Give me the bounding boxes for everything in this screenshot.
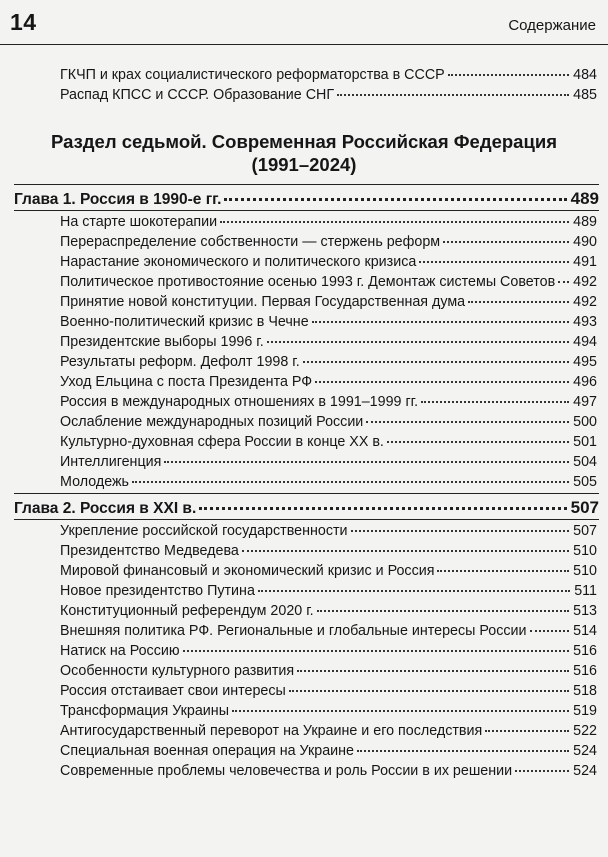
- leader-dots: [357, 750, 569, 752]
- toc-entry-title: Укрепление российской государственности: [60, 523, 348, 539]
- toc-entry-title: Ослабление международных позиций России: [60, 414, 364, 430]
- toc-entry-page: 510: [573, 563, 597, 579]
- toc-entry[interactable]: [60, 702, 597, 720]
- leader-dots: [297, 670, 569, 672]
- chapter-title: Глава 1. Россия в 1990-е гг.: [14, 191, 222, 208]
- toc-entry-page: 501: [573, 434, 597, 450]
- toc-entry[interactable]: [60, 293, 597, 311]
- toc-entry-title: Принятие новой конституции. Первая Государственная дума: [60, 294, 466, 310]
- toc-entry[interactable]: [60, 353, 597, 371]
- toc-entry[interactable]: [60, 66, 597, 84]
- toc-entry[interactable]: [60, 722, 597, 740]
- toc-entry-title: Антигосударственный переворот на Украине и его последствия: [60, 723, 483, 739]
- leader-dots: [351, 530, 570, 532]
- divider: [14, 184, 599, 185]
- toc-entry-page: 519: [573, 703, 597, 719]
- leader-dots: [530, 630, 570, 632]
- toc-entry-page: 493: [573, 314, 597, 330]
- leader-dots: [448, 74, 569, 76]
- toc-entry-page: 495: [573, 354, 597, 370]
- toc-entry-title: Россия в международных отношениях в 1991–1999 гг.: [60, 394, 419, 410]
- toc-entry-title: Мировой финансовый и экономический кризис и Россия: [60, 563, 435, 579]
- divider: [14, 210, 599, 211]
- toc-entry[interactable]: [60, 662, 597, 680]
- leader-dots: [258, 590, 570, 592]
- toc-entry-page: 492: [573, 274, 597, 290]
- chapter-heading[interactable]: [14, 499, 599, 518]
- divider: [14, 493, 599, 494]
- toc-entry-page: 496: [573, 374, 597, 390]
- toc-entry-page: 510: [573, 543, 597, 559]
- toc-entry-title: Перераспределение собственности — стержень реформ: [60, 234, 441, 250]
- toc-entry-page: 516: [573, 663, 597, 679]
- toc-entry-title: Внешняя политика РФ. Региональные и глобальные интересы России: [60, 623, 527, 639]
- toc-entry-page: 511: [574, 583, 597, 599]
- leader-dots: [515, 770, 569, 772]
- leader-dots: [183, 650, 570, 652]
- toc-entry[interactable]: [60, 433, 597, 451]
- toc-entry-title: Конституционный референдум 2020 г.: [60, 603, 314, 619]
- leader-dots: [419, 261, 569, 263]
- leader-dots: [337, 94, 569, 96]
- leader-dots: [224, 198, 566, 201]
- toc-entry-page: 484: [573, 67, 597, 83]
- toc-entry[interactable]: [60, 542, 597, 560]
- toc-entry[interactable]: [60, 522, 597, 540]
- toc-entry-page: 505: [573, 474, 597, 490]
- toc-entry[interactable]: [60, 393, 597, 411]
- leader-dots: [317, 610, 570, 612]
- toc-entry-page: 490: [573, 234, 597, 250]
- toc-entry[interactable]: [60, 762, 597, 780]
- toc-entry-title: Особенности культурного развития: [60, 663, 295, 679]
- toc-entry-title: Россия отстаивает свои интересы: [60, 683, 286, 699]
- toc-entry-page: 514: [573, 623, 597, 639]
- toc-entry-title: Нарастание экономического и политического кризиса: [60, 254, 417, 270]
- toc-entry-title: Президентские выборы 1996 г.: [60, 334, 264, 350]
- toc-entry-title: Военно-политический кризис в Чечне: [60, 314, 309, 330]
- leader-dots: [164, 461, 569, 463]
- leader-dots: [315, 381, 569, 383]
- leader-dots: [303, 361, 569, 363]
- toc-entry-page: 504: [573, 454, 597, 470]
- divider: [14, 519, 599, 520]
- toc-entry-page: 485: [573, 87, 597, 103]
- leader-dots: [468, 301, 569, 303]
- toc-entry[interactable]: [60, 373, 597, 391]
- toc-entry-title: Трансформация Украины: [60, 703, 229, 719]
- toc-entry[interactable]: [60, 473, 597, 491]
- leader-dots: [199, 507, 566, 510]
- toc-entry-title: Результаты реформ. Дефолт 1998 г.: [60, 354, 300, 370]
- leader-dots: [289, 690, 569, 692]
- leader-dots: [421, 401, 569, 403]
- leader-dots: [220, 221, 569, 223]
- toc-entry[interactable]: [60, 86, 597, 104]
- toc-entry-page: 497: [573, 394, 597, 410]
- leader-dots: [387, 441, 569, 443]
- toc-entry-title: Культурно-духовная сфера России в конце XX в.: [60, 434, 384, 450]
- toc-entry-page: 491: [573, 254, 597, 270]
- toc-entry[interactable]: [60, 642, 597, 660]
- page-number: 14: [10, 9, 37, 35]
- toc-entry-title: Президентство Медведева: [60, 543, 239, 559]
- toc-entry[interactable]: [60, 253, 597, 271]
- toc-entry-title: ГКЧП и крах социалистического реформаторства в СССР: [60, 67, 445, 83]
- toc-entry-title: Распад КПСС и СССР. Образование СНГ: [60, 87, 335, 103]
- toc-entry-title: Интеллигенция: [60, 454, 162, 470]
- toc-entry-page: 524: [573, 763, 597, 779]
- toc-entry[interactable]: [60, 453, 597, 471]
- chapter-title: Глава 2. Россия в XXI в.: [14, 500, 197, 517]
- toc-entry-title: Специальная военная операция на Украине: [60, 743, 354, 759]
- toc-entry[interactable]: [60, 213, 597, 231]
- toc-entry[interactable]: [60, 313, 597, 331]
- toc-entry-title: Уход Ельцина с поста Президента РФ: [60, 374, 313, 390]
- toc-entry-page: 513: [573, 603, 597, 619]
- leader-dots: [232, 710, 569, 712]
- toc-entry-page: 524: [573, 743, 597, 759]
- toc-entry-title: Натиск на Россию: [60, 643, 180, 659]
- running-title: Содержание: [508, 17, 596, 34]
- toc-entry[interactable]: [60, 333, 597, 351]
- chapter-heading[interactable]: [14, 190, 599, 209]
- toc-entry-page: 494: [573, 334, 597, 350]
- toc-entry-page: 489: [573, 214, 597, 230]
- toc-entry-title: Современные проблемы человечества и роль России в их решении: [60, 763, 513, 779]
- chapter-page: 489: [570, 189, 599, 208]
- leader-dots: [242, 550, 569, 552]
- toc-entry[interactable]: [60, 233, 597, 251]
- toc-entry-title: На старте шокотерапии: [60, 214, 218, 230]
- leader-dots: [485, 730, 569, 732]
- toc-entry[interactable]: [60, 562, 597, 580]
- toc-entry-page: 492: [573, 294, 597, 310]
- toc-entry-title: Молодежь: [60, 474, 129, 490]
- leader-dots: [312, 321, 569, 323]
- page-header: [0, 0, 608, 45]
- toc-entry[interactable]: [60, 413, 597, 431]
- leader-dots: [267, 341, 569, 343]
- toc-entry-title: Новое президентство Путина: [60, 583, 255, 599]
- toc-entry-title: Политическое противостояние осенью 1993 г. Демонтаж системы Советов: [60, 274, 556, 290]
- toc-entry[interactable]: [60, 602, 597, 620]
- leader-dots: [558, 281, 569, 283]
- toc-entry-page: 522: [573, 723, 597, 739]
- leader-dots: [437, 570, 569, 572]
- chapter-page: 507: [570, 498, 599, 517]
- toc-entry[interactable]: [60, 742, 597, 760]
- section-title-line1: Раздел седьмой. Современная Российская Федерация: [50, 131, 557, 152]
- leader-dots: [132, 481, 569, 483]
- leader-dots: [366, 421, 569, 423]
- toc-entry[interactable]: [60, 582, 597, 600]
- toc-entry[interactable]: [60, 622, 597, 640]
- toc-entry[interactable]: [60, 273, 597, 291]
- section-title-line2: (1991–2024): [251, 154, 357, 175]
- toc-entry-page: 516: [573, 643, 597, 659]
- toc-entry-page: 500: [573, 414, 597, 430]
- leader-dots: [443, 241, 569, 243]
- toc-entry-page: 518: [573, 683, 597, 699]
- toc-entry[interactable]: [60, 682, 597, 700]
- toc-entry-page: 507: [573, 523, 597, 539]
